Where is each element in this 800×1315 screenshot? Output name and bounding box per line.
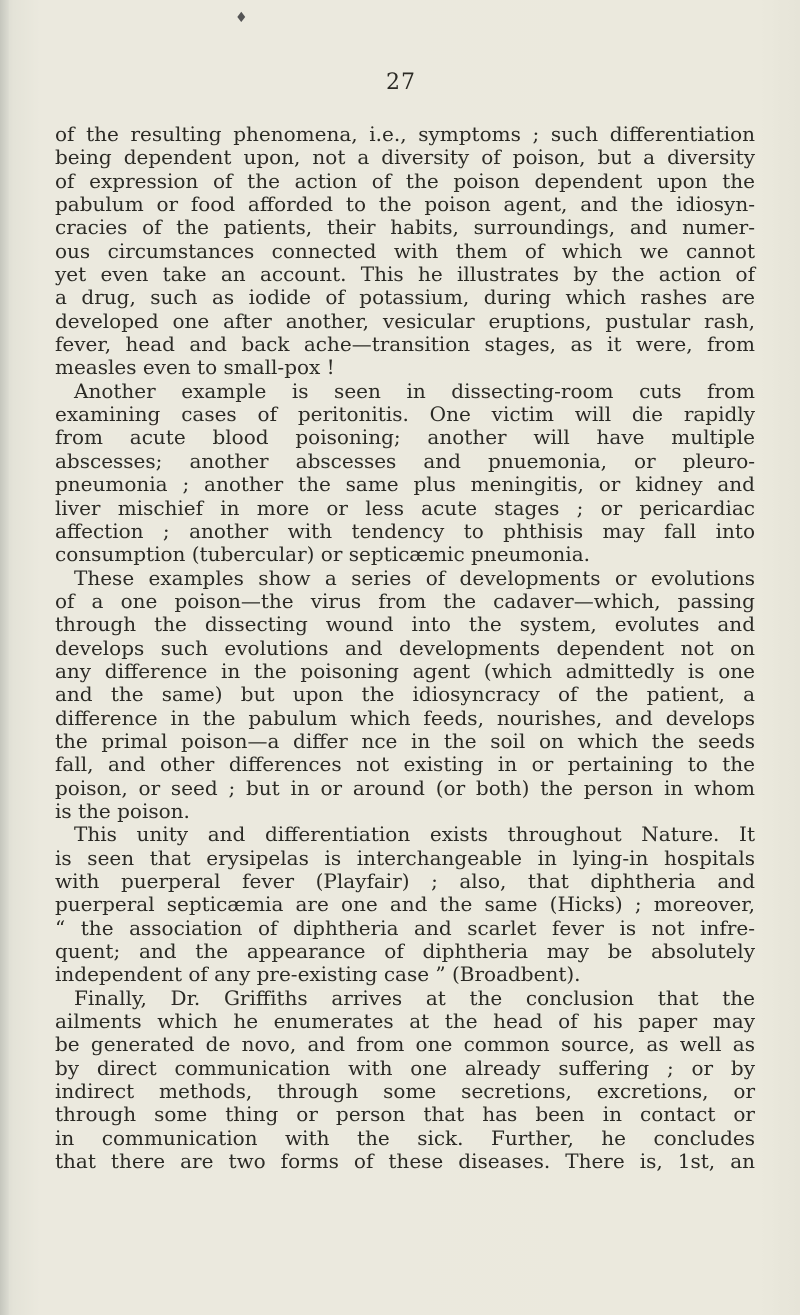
text-line: independent of any pre-existing case ” (Broadbent).: [55, 962, 581, 987]
text-line: fall, and other differences not existing in or pertaining to the: [55, 752, 755, 777]
text-line: is seen that erysipelas is interchangeable in lying-in hospitals: [55, 845, 755, 870]
text-line: being dependent upon, not a diversity of poison, but a diversity: [55, 145, 755, 170]
text-line: with puerperal fever (Playfair) ; also, that diphtheria and: [55, 869, 755, 893]
text-line: in communication with the sick. Further, he concludes: [55, 1125, 755, 1150]
body-text: [55, 123, 755, 1173]
page-number: 27: [386, 70, 416, 95]
text-line: liver mischief in more or less acute stages ; or pericardiac: [55, 495, 755, 520]
text-line: a drug, such as iodide of potassium, during which rashes are: [55, 285, 755, 310]
text-line: Another example is seen in dissecting-room cuts from: [74, 378, 755, 403]
text-line: is the poison.: [55, 798, 190, 823]
text-line: be generated de novo, and from one common source, as well as: [55, 1032, 755, 1057]
text-line: through some thing or person that has been in contact or: [55, 1102, 755, 1127]
text-line: that there are two forms of these diseases. There is, 1st, an: [55, 1149, 755, 1174]
text-line: developed one after another, vesicular eruptions, pustular rash,: [55, 308, 755, 333]
text-line: difference in the pabulum which feeds, nourishes, and develops: [55, 705, 755, 730]
text-line: through the dissecting wound into the system, evolutes and: [55, 612, 755, 637]
text-line: poison, or seed ; but in or around (or both) the person in whom: [55, 775, 755, 800]
text-line: of expression of the action of the poison dependent upon the: [55, 168, 755, 193]
page-gutter: [0, 0, 9, 1315]
text-line: pabulum or food afforded to the poison agent, and the idiosyn-: [55, 192, 755, 217]
text-line: from acute blood poisoning; another will have multiple: [55, 425, 755, 450]
text-line: “ the association of diphtheria and scarlet fever is not infre-: [55, 915, 755, 940]
text-line: pneumonia ; another the same plus meningitis, or kidney and: [55, 472, 755, 497]
text-line: and the same) but upon the idiosyncracy of the patient, a: [55, 682, 755, 707]
text-line: Finally, Dr. Griffiths arrives at the conclusion that the: [74, 985, 755, 1010]
text-line: fever, head and back ache—transition stages, as it were, from: [55, 332, 755, 357]
text-line: examining cases of peritonitis. One victim will die rapidly: [55, 402, 755, 427]
text-line: measles even to small-pox !: [55, 355, 335, 380]
text-line: ailments which he enumerates at the head of his paper may: [55, 1009, 755, 1034]
text-line: any difference in the poisoning agent (which admittedly is one: [55, 658, 755, 683]
text-line: of a one poison—the virus from the cadaver—which, passing: [55, 588, 755, 613]
text-line: quent; and the appearance of diphtheria may be absolutely: [55, 939, 755, 964]
text-line: abscesses; another abscesses and pnuemonia, or pleuro-: [55, 448, 755, 473]
text-line: These examples show a series of developments or evolutions: [74, 565, 755, 590]
text-line: puerperal septicæmia are one and the same (Hicks) ; moreover,: [55, 892, 755, 917]
text-line: the primal poison—a differ nce in the soil on which the seeds: [55, 728, 755, 753]
text-line: consumption (tubercular) or septicæmic pneumonia.: [55, 542, 590, 567]
text-line: indirect methods, through some secretions, excretions, or: [55, 1079, 755, 1104]
text-line: of the resulting phenomena, i.e., symptoms ; such differentiation: [55, 122, 755, 146]
text-line: yet even take an account. This he illustrates by the action of: [55, 262, 755, 287]
text-line: ous circumstances connected with them of which we cannot: [55, 238, 755, 263]
text-line: affection ; another with tendency to phthisis may fall into: [55, 518, 755, 543]
printer-mark: ♦: [235, 10, 248, 26]
text-line: This unity and differentiation exists throughout Nature. It: [74, 822, 755, 847]
text-line: by direct communication with one already suffering ; or by: [55, 1055, 755, 1080]
text-line: develops such evolutions and developments dependent not on: [55, 635, 755, 660]
text-line: cracies of the patients, their habits, surroundings, and numer-: [55, 215, 755, 240]
